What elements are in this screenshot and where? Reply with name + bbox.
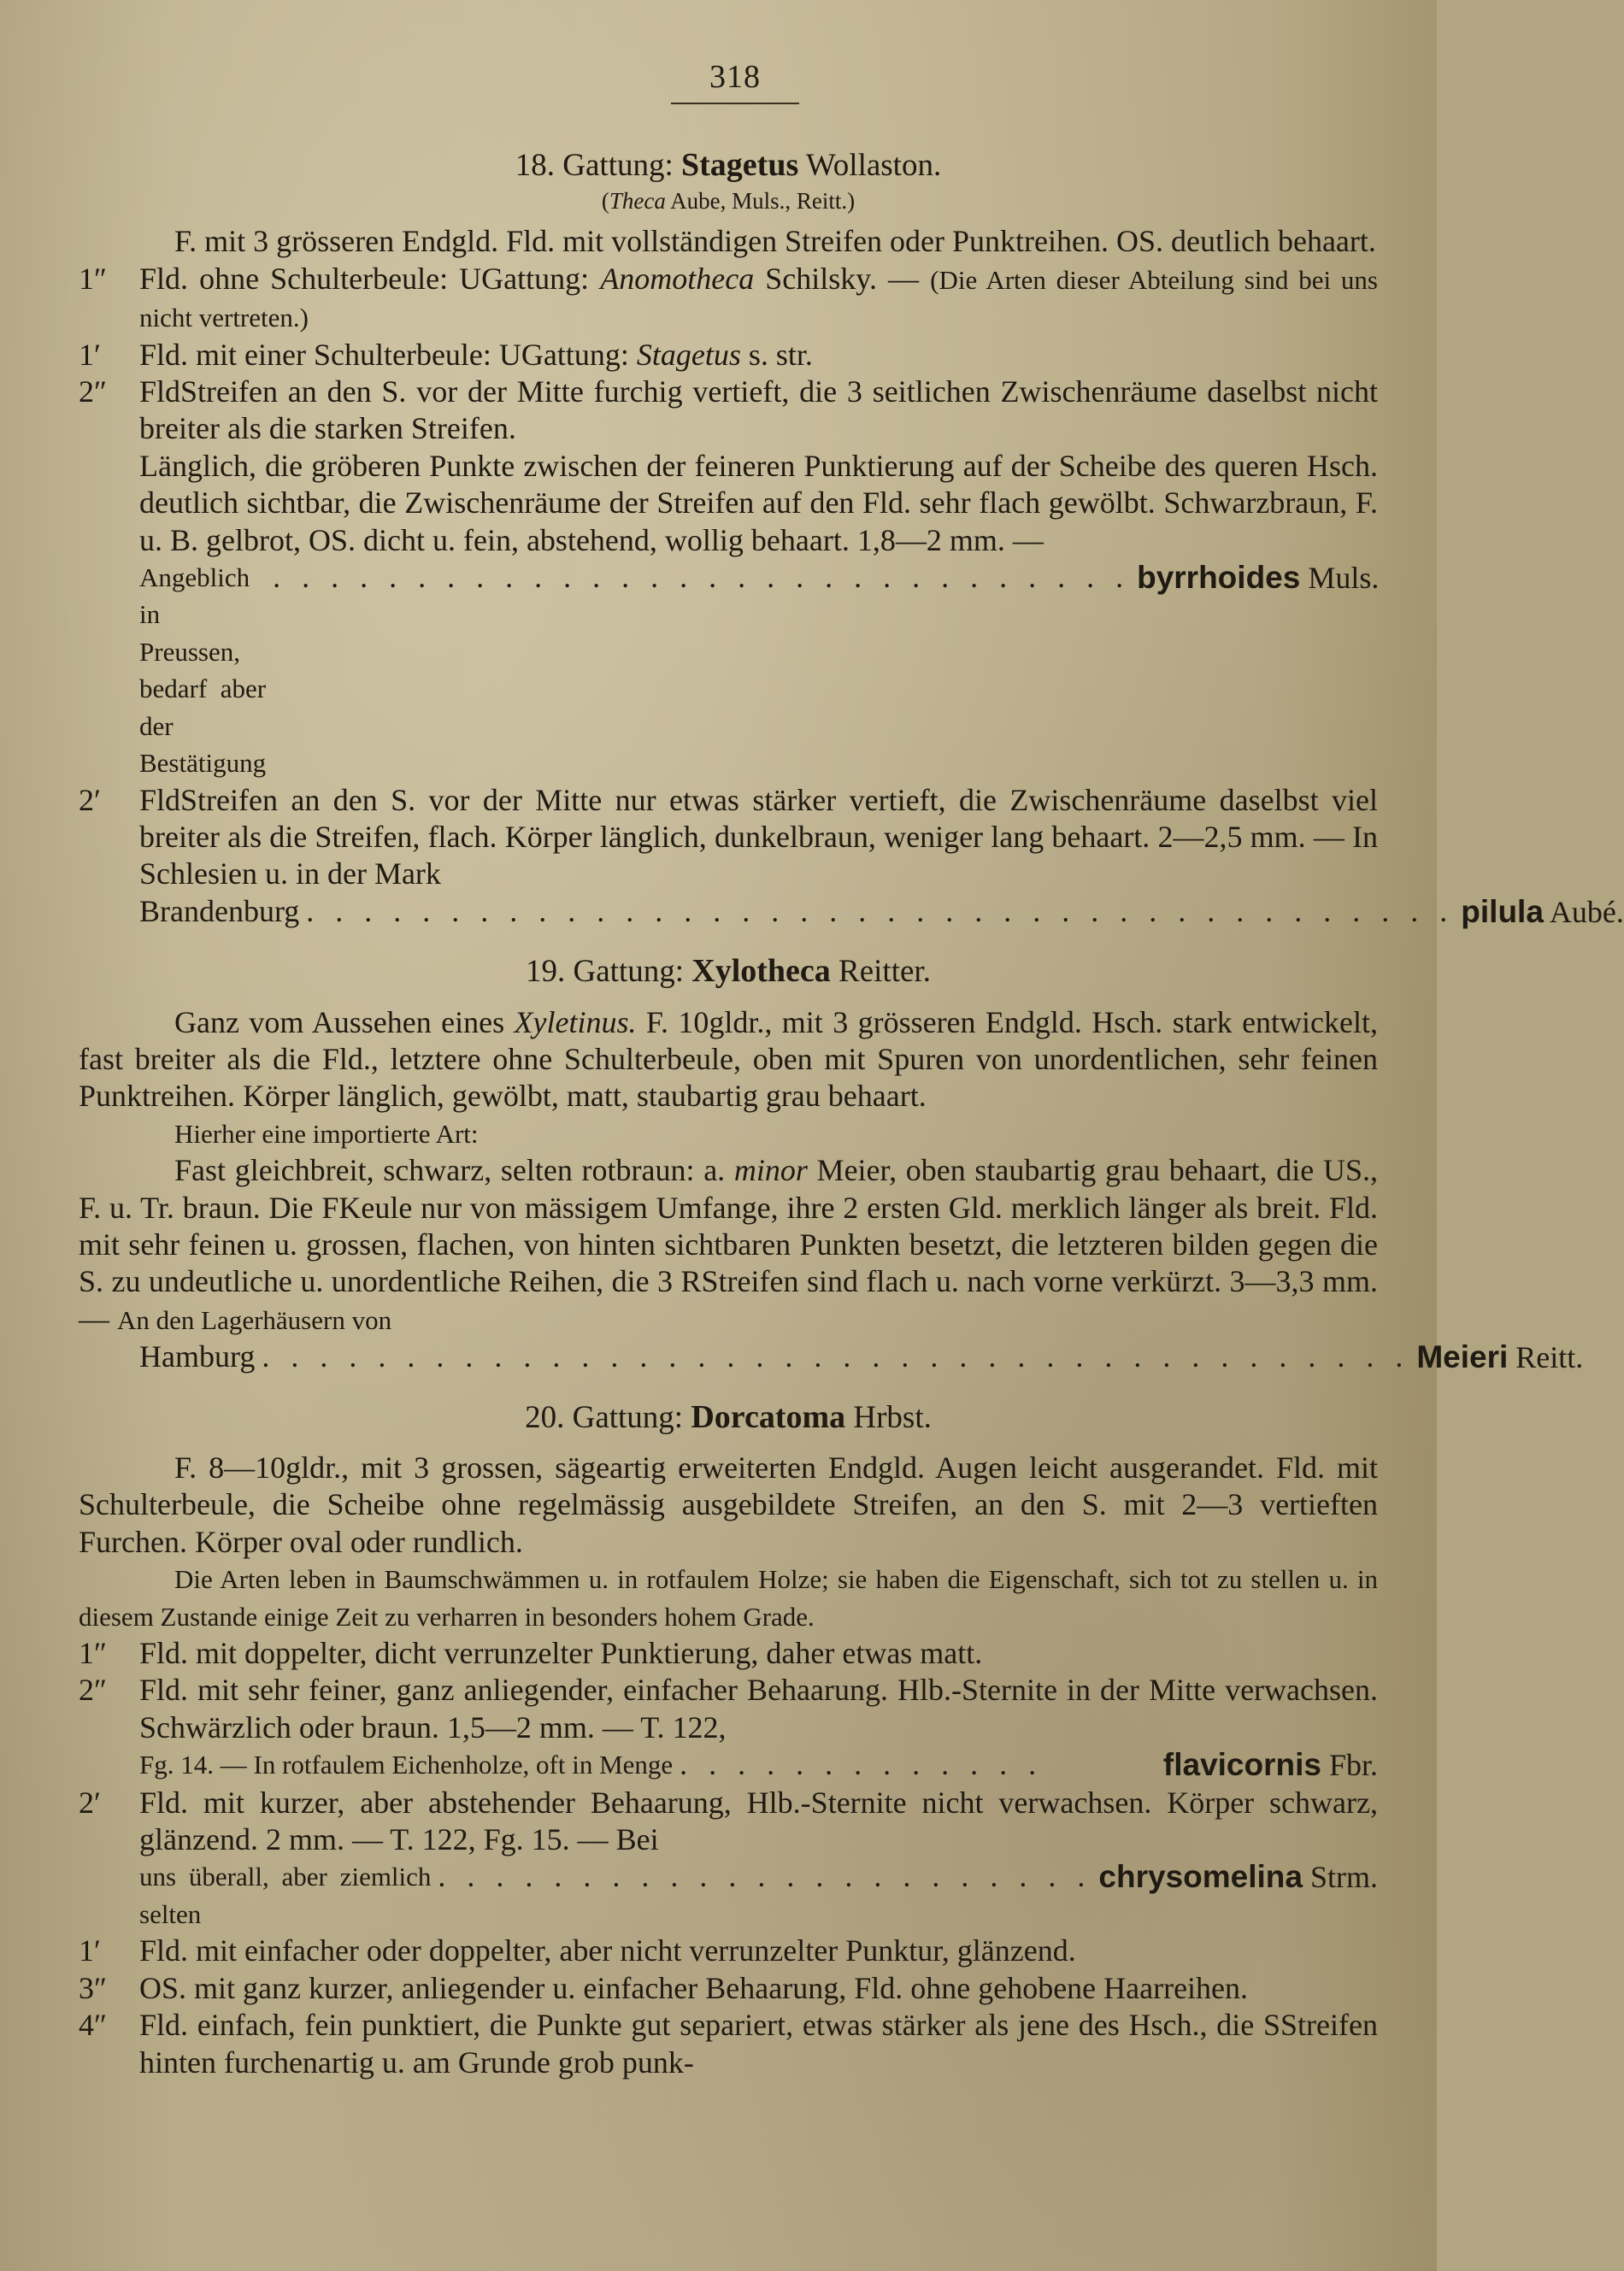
subgenus-stagetus: Stagetus	[636, 337, 741, 372]
genus-heading-stagetus	[79, 147, 1378, 184]
species-name-line	[1461, 893, 1624, 931]
heading-prefix: 20. Gattung:	[525, 1399, 691, 1435]
key-text: Fld. mit kurzer, aber abstehender Behaarung, Hlb.-Sternite nicht verwachsen. Körper schwarz, glänzend. 2 mm. — T. 122, Fg. 15. — Bei	[139, 1785, 1378, 1857]
key-label: 1″	[79, 261, 107, 296]
key-couplet-1-double-prime	[79, 261, 1378, 337]
key-text-author: Schilsky. —	[754, 261, 931, 296]
genus-heading-dorcatoma	[79, 1399, 1378, 1436]
species-entry-meieri	[79, 1338, 1584, 1376]
genus-description-text: Ganz vom Aussehen eines	[174, 1004, 515, 1039]
key-text-author: s. str.	[740, 337, 813, 372]
species-distribution: An den Lagerhäusern von	[117, 1304, 392, 1335]
synonym-theca: Theca	[609, 188, 666, 215]
species-distribution: Brandenburg	[139, 893, 300, 928]
key-couplet-4-double-prime	[79, 2007, 1378, 2081]
species-author: Muls.	[1300, 561, 1380, 596]
species-distribution-end: Hamburg	[139, 1339, 256, 1374]
key-label: 2′	[79, 1785, 101, 1820]
key-text-main: Fld. ohne Schulterbeule: UGattung:	[139, 261, 601, 296]
key-text: Fld. mit einfacher oder doppelter, aber nicht verrunzelter Punktur, glänzend.	[139, 1933, 1076, 1968]
key-label: 3″	[79, 1970, 107, 2005]
genus-name: Stagetus	[681, 147, 799, 183]
page-content	[79, 147, 1624, 2081]
species-name-line	[1137, 559, 1379, 781]
genus-description: F. mit 3 grösseren Endgld. Fld. mit vollständigen Streifen oder Punktreihen. OS. deutlich behaart.	[174, 224, 1376, 259]
synonyms-open: (	[601, 188, 609, 215]
species-entry-pilula	[79, 893, 1624, 931]
species-name: byrrhoides	[1137, 560, 1301, 596]
species-entry-byrrhoides	[79, 559, 1378, 781]
key-text: FldStreifen an den S. vor der Mitte furchig vertieft, die 3 seitlichen Zwischenräume daselbst nicht breiter als die starken Streifen.	[139, 374, 1378, 446]
genus-author: Hrbst.	[845, 1399, 932, 1435]
page-number-rule	[671, 103, 799, 104]
genus-synonyms	[79, 184, 1378, 218]
key-text	[139, 261, 1378, 337]
leader-dots: . . . . . . . . . . . . .	[680, 1747, 1044, 1782]
species-author: Fbr.	[1321, 1748, 1378, 1783]
key-couplet-1-double-prime	[79, 1635, 1378, 1672]
species-name: chrysomelina	[1098, 1859, 1303, 1895]
key-couplet-1-prime	[79, 337, 1378, 374]
leader-dots: . . . . . . . . . . . . . . . . . . . . . . . . . . . . . . . . . . . . . . . .	[262, 1339, 1410, 1374]
species-description-text: Fast gleichbreit, schwarz, selten rotbraun: a.	[174, 1153, 734, 1188]
key-couplet-2-prime	[79, 782, 1378, 893]
key-text: OS. mit ganz kurzer, anliegender u. einfacher Behaarung, Fld. ohne gehobene Haarreihen.	[139, 1970, 1249, 2005]
synonyms-rest: Aube, Muls., Reitt.)	[665, 188, 856, 215]
genus-reference: Xyletinus.	[514, 1004, 637, 1039]
key-text-main: Fld. mit einer Schulterbeule: UGattung:	[139, 337, 637, 372]
species-description-rest: Meier, oben staubartig grau behaart, die US., F. u. Tr. braun. Die FKeule nur von mässigem Umfange, ihre 2 ersten Gld. merklich länger als breit. Fld. mit sehr feinen u. grossen, flachen, von hinten sichtbaren Punkten besetzt, die letzteren bilden gegen die S. zu undeutliche u. unordentliche Reihen, die 3 RStreifen sind flach u. nach vorne verkürzt. 3—3,3 mm. —	[79, 1153, 1378, 1336]
genus-description: F. 8—10gldr., mit 3 grossen, sägeartig erweiterten Endgld. Augen leicht ausgerandet. Fld. mit Schulterbeule, die Scheibe ohne regelmässig ausgebildete Streifen, an den S. mit 2—3 vertieften Furchen. Körper oval oder rundlich.	[79, 1450, 1378, 1559]
genus-description-rest: F. 10gldr., mit 3 grösseren Endgld. Hsch. stark entwickelt, fast breiter als die Fld., letztere ohne Schulterbeule, oben mit Spuren von unordentlichen, sehr feinen Punktreihen. Körper länglich, gewölbt, matt, staubartig grau behaart.	[79, 1004, 1379, 1114]
key-couplet-1-prime	[79, 1933, 1378, 1969]
genus-heading-xylotheca	[79, 953, 1378, 990]
genus-name: Dorcatoma	[691, 1398, 846, 1435]
key-text-note: (Die Arten dieser Abteilung sind bei uns nicht vertreten.)	[139, 264, 1378, 333]
species-name: flavicornis	[1162, 1747, 1321, 1783]
key-text: FldStreifen an den S. vor der Mitte nur etwas stärker vertieft, die Zwischenräume daselbst viel breiter als die Streifen, flach. Körper länglich, dunkelbraun, weniger lang behaart. 2—2,5 mm. — In Schlesien u. in der Mark	[139, 782, 1378, 891]
key-couplet-2-prime	[79, 1785, 1378, 1859]
leader-dots: . . . . . . . . . . . . . . . . . . . . . . . . . . . . . .	[273, 560, 1131, 595]
species-description-byrrhoides	[79, 448, 1378, 559]
species-distribution: uns überall, aber ziemlich selten	[139, 1862, 432, 1929]
species-author: Strm.	[1302, 1860, 1378, 1895]
key-text: Fld. mit doppelter, dicht verrunzelter Punktierung, daher etwas matt.	[139, 1636, 983, 1671]
species-entry-chrysomelina	[79, 1858, 1378, 1933]
heading-prefix: 18. Gattung:	[515, 148, 682, 183]
genus-author: Wollaston.	[798, 148, 942, 183]
aberration-name: minor	[733, 1153, 808, 1188]
species-author: Aubé.	[1543, 894, 1624, 929]
genus-author: Reitter.	[830, 954, 931, 990]
key-text: Fld. mit sehr feiner, ganz anliegender, einfacher Behaarung. Hlb.-Sternite in der Mitte verwachsen. Schwärzlich oder braun. 1,5—2 mm. — T. 122,	[139, 1673, 1378, 1744]
key-couplet-2-double-prime	[79, 1672, 1378, 1746]
species-name-line	[1163, 1746, 1378, 1784]
key-label: 1′	[79, 1933, 101, 1968]
leader-dots: . . . . . . . . . . . . . . . . . . . . . . . . . . . . . . . . . . . . . . . .	[306, 893, 1455, 928]
leader-dots: . . . . . . . . . . . . . . . . . . . . . . .	[438, 1859, 1092, 1894]
genus-note: Hierher eine importierte Art:	[174, 1118, 479, 1149]
key-label: 2′	[79, 782, 101, 817]
genus-name: Xylotheca	[691, 953, 831, 990]
species-description-meieri	[79, 1152, 1378, 1338]
species-name: Meieri	[1416, 1339, 1509, 1375]
key-label: 2″	[79, 374, 107, 409]
key-couplet-2-double-prime	[79, 374, 1378, 448]
species-name-line	[1416, 1338, 1583, 1376]
species-description-text: Länglich, die gröberen Punkte zwischen der feineren Punktierung auf der Scheibe des queren Hsch. deutlich sichtbar, die Zwischenräume der Streifen auf den Fld. sehr flach gewölbt. Schwarzbraun, F. u. B. gelbrot, OS. dicht u. fein, abstehend, wollig behaart. 1,8—2 mm. —	[139, 448, 1378, 557]
species-distribution: Angeblich in Preussen, bedarf aber der Bestätigung	[139, 562, 267, 779]
species-distribution: Fg. 14. — In rotfaulem Eichenholze, oft in Menge	[139, 1750, 674, 1780]
key-label: 1″	[79, 1636, 107, 1671]
species-name: pilula	[1461, 893, 1544, 929]
heading-prefix: 19. Gattung:	[526, 954, 692, 990]
page-number: 318	[709, 59, 761, 95]
key-text: Fld. einfach, fein punktiert, die Punkte gut separiert, etwas stärker als jene des Hsch., die SStreifen hinten furchenartig u. am Grunde grob punk-	[139, 2008, 1378, 2080]
key-text	[139, 337, 1378, 374]
key-label: 2″	[79, 1673, 107, 1708]
genus-note: Die Arten leben in Baumschwämmen u. in rotfaulem Holze; sie haben die Eigenschaft, sich tot zu stellen u. in diesem Zustande einige Zeit zu verharren in besonders hohem Grade.	[79, 1564, 1378, 1632]
species-entry-flavicornis	[79, 1746, 1378, 1784]
key-label: 1′	[79, 337, 101, 372]
subgenus-anomotheca: Anomotheca	[600, 261, 755, 296]
genus-description	[79, 1004, 1378, 1115]
species-author: Reitt.	[1508, 1340, 1584, 1375]
species-name-line	[1098, 1858, 1378, 1933]
key-label: 4″	[79, 2008, 107, 2043]
key-couplet-3-double-prime	[79, 1970, 1378, 2007]
